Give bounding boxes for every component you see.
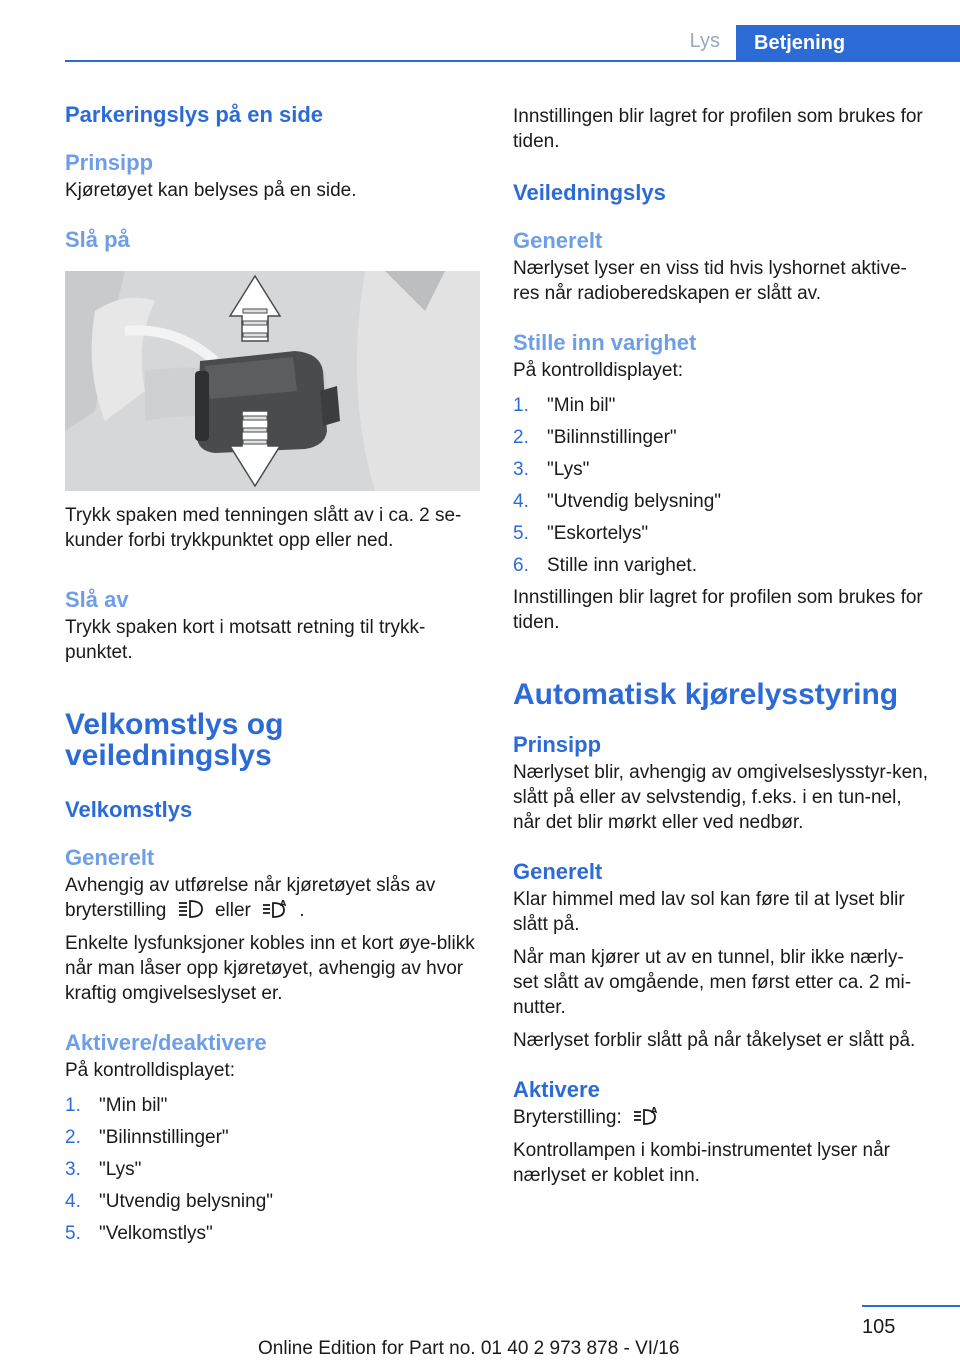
heading-veiledningslys: Veiledningslys — [513, 180, 666, 205]
header-section: Lys — [689, 30, 720, 52]
heading-generelt-right: Generelt — [513, 228, 603, 253]
list-item: 5. "Velkomstlys" — [65, 1223, 213, 1244]
text-generelt2-2: Når man kjører ut av en tunnel, blir ikke nærly-set slått av omgående, men først etter ca. 2 mi-nutter. — [513, 947, 912, 1018]
list-item: 1. "Min bil" — [65, 1095, 168, 1116]
page-number: 105 — [862, 1316, 896, 1338]
edition-text: Online Edition for Part no. 01 40 2 973 878 - VI/16 — [258, 1338, 680, 1359]
heading-parking: Parkeringslys på en side — [65, 102, 324, 127]
heading-generelt-right-2: Generelt — [513, 859, 603, 884]
text-generelt-left-1 — [65, 873, 480, 923]
text-kontrollampen: Kontrollampen i kombi-instrumentet lyser når nærlyset er koblet inn. — [513, 1140, 890, 1186]
text-saved-2: Innstillingen blir lagret for profilen som brukes for tiden. — [513, 587, 923, 633]
text-sla-pa: Trykk spaken med tenningen slått av i ca. 2 se-kunder forbi trykkpunktet opp eller ned. — [65, 505, 462, 551]
heading-aktivere-deaktivere: Aktivere/deaktivere — [65, 1030, 267, 1055]
right-column — [513, 104, 928, 1188]
text-kontrolldisplay-right: På kontrolldisplayet: — [513, 360, 684, 381]
text-generelt-left-1a: Avhengig av utførelse når kjøretøyet slås av bryterstilling — [65, 875, 436, 921]
steps-list-right — [513, 393, 928, 578]
text-sla-av: Trykk spaken kort i motsatt retning til trykk-punktet. — [65, 617, 426, 663]
footer-rule — [862, 1305, 960, 1307]
heading-generelt-left: Generelt — [65, 845, 155, 870]
heading-sla-av: Slå av — [65, 587, 129, 612]
heading-auto-section: Automatisk kjørelysstyring — [513, 678, 899, 711]
text-generelt-left-1c: . — [299, 900, 305, 921]
page-header — [0, 0, 960, 62]
steps-list-left — [65, 1093, 480, 1246]
list-item: 5. "Eskortelys" — [513, 523, 649, 544]
svg-text:A: A — [651, 1106, 658, 1115]
text-bryterstilling-label: Bryterstilling: — [513, 1107, 622, 1128]
heading-prinsipp: Prinsipp — [65, 150, 154, 175]
text-bryterstilling — [513, 1105, 928, 1130]
heading-velkomstlys: Velkomstlys — [65, 797, 193, 822]
text-kontrolldisplay-left: På kontrolldisplayet: — [65, 1060, 236, 1081]
text-generelt2-1: Klar himmel med lav sol kan føre til at lyset blir slått på. — [513, 889, 905, 935]
text-generelt-left-1b: eller — [214, 900, 251, 921]
list-item: 2. "Bilinnstillinger" — [65, 1127, 229, 1148]
lever-image — [65, 271, 480, 491]
list-item: 3. "Lys" — [65, 1159, 142, 1180]
text-generelt2-3: Nærlyset forblir slått på når tåkelyset er slått på. — [513, 1030, 916, 1051]
list-item: 6. Stille inn varighet. — [513, 555, 697, 576]
heading-velkomst-section: Velkomstlys og veiledningslys — [65, 708, 284, 772]
lever-illustration — [65, 271, 480, 491]
header-chapter-tab: Betjening — [736, 25, 960, 62]
text-generelt-right: Nærlyset lyser en viss tid hvis lyshornet aktive-res når radioberedskapen er slått av. — [513, 258, 907, 304]
header-rule — [65, 60, 960, 62]
heading-aktivere-right: Aktivere — [513, 1077, 600, 1102]
svg-text:A: A — [280, 899, 287, 908]
heading-sla-pa: Slå på — [65, 227, 130, 252]
list-item: 3. "Lys" — [513, 459, 590, 480]
list-item: 4. "Utvendig belysning" — [65, 1191, 274, 1212]
left-column — [65, 100, 480, 1253]
auto-headlight-icon — [633, 1106, 659, 1126]
heading-stille-varighet: Stille inn varighet — [513, 330, 697, 355]
list-item: 1. "Min bil" — [513, 395, 616, 416]
text-prinsipp: Kjøretøyet kan belyses på en side. — [65, 180, 357, 201]
text-saved-1: Innstillingen blir lagret for profilen som brukes for tiden. — [513, 106, 923, 152]
list-item: 4. "Utvendig belysning" — [513, 491, 722, 512]
text-generelt-left-2: Enkelte lysfunksjoner kobles inn et kort øye-blikk når man låser opp kjøretøyet, avhengig av hvor kraftig omgivelseslyset er. — [65, 933, 475, 1004]
auto-headlight-icon — [262, 899, 288, 919]
list-item: 2. "Bilinnstillinger" — [513, 427, 677, 448]
text-prinsipp-right: Nærlyset blir, avhengig av omgivelseslysstyr-ken, slått på eller av selvstendig, f.eks. i en tun-nel, når det blir mørkt eller ved nedbør. — [513, 762, 928, 833]
low-beam-icon — [178, 899, 204, 919]
heading-prinsipp-right: Prinsipp — [513, 732, 602, 757]
